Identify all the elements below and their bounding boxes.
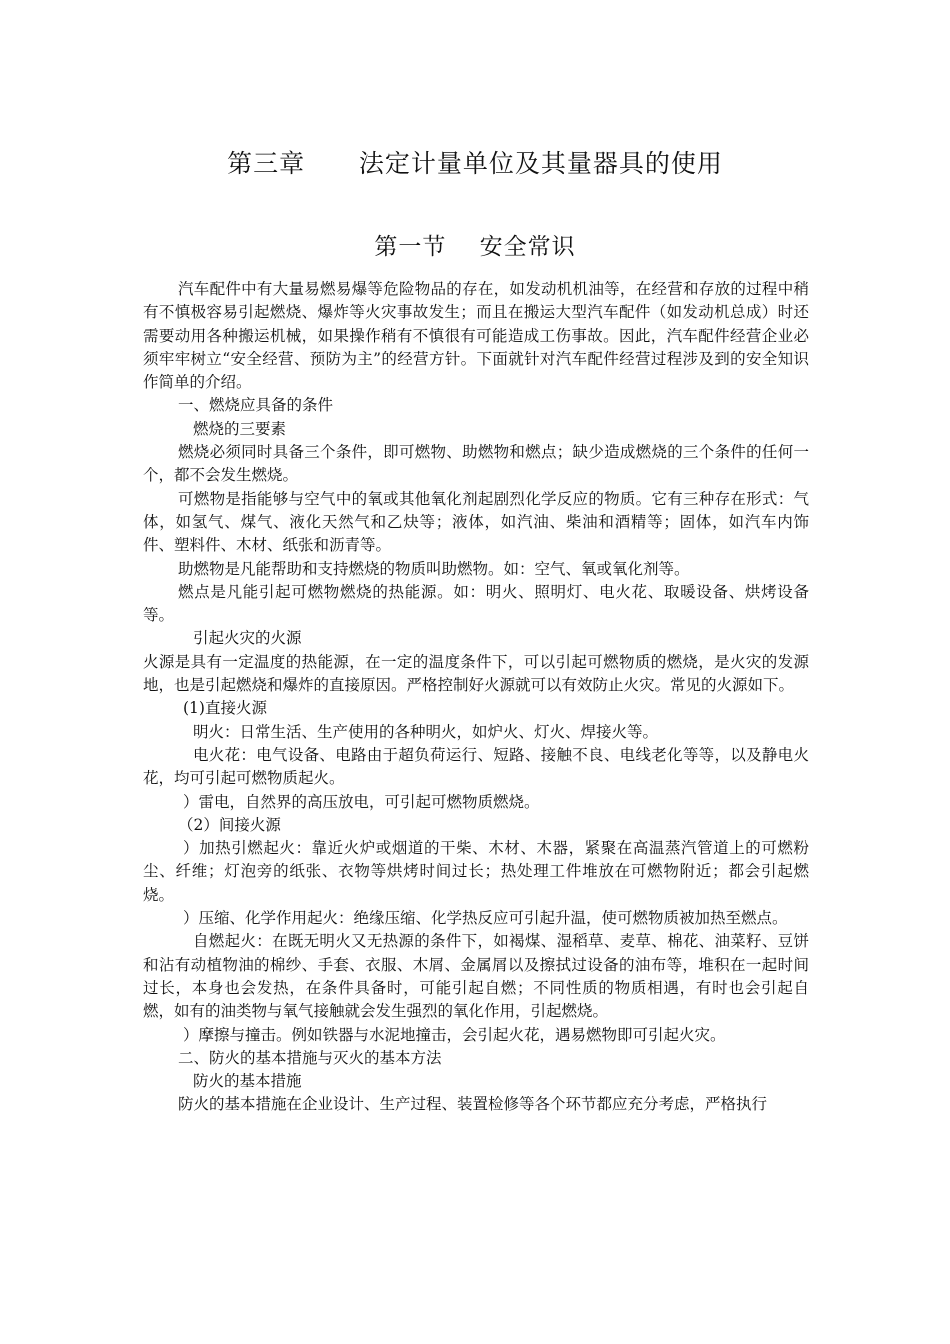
paragraph: 燃烧必须同时具备三个条件，即可燃物、助燃物和燃点；缺少造成燃烧的三个条件的任何一个，都不会发生燃烧。 [143, 443, 809, 485]
chapter-title: 第三章 法定计量单位及其量器具的使用 [227, 149, 723, 178]
subheading-indirect-sources: （2）间接火源 [178, 815, 281, 834]
paragraph: 可燃物是指能够与空气中的氧或其他氧化剂起剧烈化学反应的物质。它有三种存在形式：气体，如氢气、煤气、液化天然气和乙炔等；液体，如汽油、柴油和酒精等；固体，如汽车内饰件、塑料件、木材、纸张和沥青等。 [143, 489, 809, 555]
heading-combustion-conditions: 一、燃烧应具备的条件 [178, 396, 334, 415]
document-body [143, 278, 809, 1117]
subheading-direct-sources: (1)直接火源 [183, 699, 267, 718]
list-item: 电火花：电气设备、电路由于超负荷运行、短路、接触不良、电线老化等等，以及静电火花，均可引起可燃物质起火。 [143, 745, 809, 788]
list-item: ）压缩、化学作用起火：绝缘压缩、化学热反应可引起升温，使可燃物质被加热至燃点。 [183, 909, 788, 928]
list-item: 自燃起火：在既无明火又无热源的条件下，如褐煤、湿稻草、麦草、棉花、油菜籽、豆饼和沾有动植物油的棉纱、手套、衣服、木屑、金属屑以及擦拭过设备的油布等，堆积在一起时间过长，本身也会发热，在条件具备时，可能引起自燃；不同性质的物质相遇，有时也会引起自燃，如有的油类物与氧气接触就会发生强烈的氧化作用，引起燃烧。 [143, 932, 809, 1021]
paragraph: 燃点是凡能引起可燃物燃烧的热能源。如：明火、照明灯、电火花、取暖设备、烘烤设备等。 [143, 582, 809, 625]
list-item: ）雷电，自然界的高压放电，可引起可燃物质燃烧。 [183, 792, 540, 811]
paragraph: 助燃物是凡能帮助和支持燃烧的物质叫助燃物。如：空气、氧或氧化剂等。 [178, 559, 690, 578]
subheading-fire-sources: 引起火灾的火源 [193, 629, 302, 648]
list-item: ）加热引燃起火：靠近火炉或烟道的干柴、木材、木器，紧聚在高温蒸汽管道上的可燃粉尘、纤维；灯泡旁的纸张、衣物等烘烤时间过长；热处理工件堆放在可燃物附近；都会引起燃烧。 [143, 839, 809, 904]
section-title: 第一节 安全常识 [374, 234, 576, 260]
intro-paragraph: 汽车配件中有大量易燃易爆等危险物品的存在，如发动机机油等，在经营和存放的过程中稍有不慎极容易引起燃烧、爆炸等火灾事故发生；而且在搬运大型汽车配件（如发动机总成）时还需要动用各种搬运机械，如果操作稍有不慎很有可能造成工伤事故。因此，汽车配件经营企业必须牢牢树立“安全经营、预防为主”的经营方针。下面就针对汽车配件经营过程涉及到的安全知识作简单的介绍。 [143, 280, 809, 392]
list-item: 明火：日常生活、生产使用的各种明火，如炉火、灯火、焊接火等。 [193, 722, 659, 741]
list-item: ）摩擦与撞击。例如铁器与水泥地撞击，会引起火花，遇易燃物即可引起火灾。 [183, 1025, 726, 1044]
subheading-three-elements: 燃烧的三要素 [193, 419, 287, 438]
heading-fire-prevention: 二、防火的基本措施与灭火的基本方法 [178, 1048, 442, 1067]
subheading-basic-measures: 防火的基本措施 [193, 1072, 302, 1091]
paragraph: 防火的基本措施在企业设计、生产过程、装置检修等各个环节都应充分考虑，严格执行 [178, 1095, 768, 1114]
paragraph: 火源是具有一定温度的热能源，在一定的温度条件下，可以引起可燃物质的燃烧，是火灾的发源地，也是引起燃烧和爆炸的直接原因。严格控制好火源就可以有效防止火灾。常见的火源如下。 [143, 652, 809, 695]
